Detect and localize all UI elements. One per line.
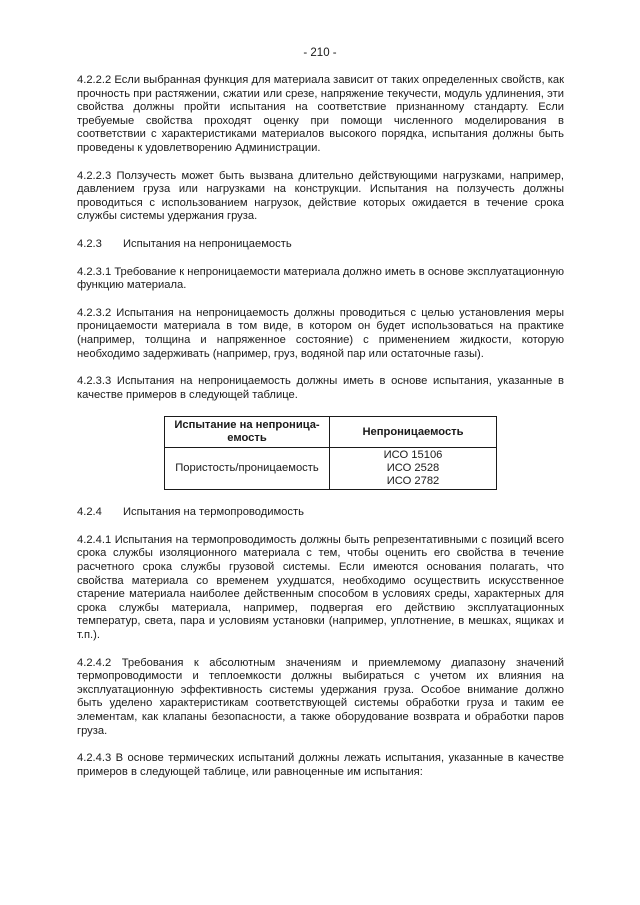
- document-body: [77, 74, 564, 793]
- paragraph-4-2-3-3: 4.2.3.3 Испытания на непроницаемость должны иметь в основе испытания, указанные в качестве примеров в следующей таблице.: [77, 375, 564, 401]
- table-header-permeability: Непроницаемость: [330, 417, 497, 448]
- paragraph-4-2-3-1: 4.2.3.1 Требование к непроницаемости материала должно иметь в основе эксплуатационную функцию материала.: [77, 265, 564, 292]
- section-number: 4.2.3: [77, 237, 102, 250]
- paragraph-4-2-4-2: 4.2.4.2 Требования к абсолютным значениям и приемлемому диапазону значений термопроводимости и теплоемкости должны выбираться с учетом их влияния на эксплуатационную эффективность системы удержания груза. Особое внимание должно быть уделено характеристикам соответствующей системы обработки груза и таким ее элементам, как клапаны безопасности, а также оборудование возврата и обработки паров груза.: [77, 656, 564, 737]
- section-heading-4-2-3: [77, 238, 564, 252]
- standard-item: ИСО 15106: [383, 449, 443, 462]
- standard-item: ИСО 2528: [386, 462, 440, 475]
- standard-item: ИСО 2782: [386, 475, 440, 488]
- section-title: Испытания на непроницаемость: [123, 237, 292, 250]
- paragraph-4-2-3-2: 4.2.3.2 Испытания на непроницаемость должны проводиться с целью установления меры проницаемости материала в том виде, в котором он будет использоваться на практике (например, толщина и напряженное состояние) с применением жидкости, которую необходимо задерживать (например, груз, водяной пар или остаточные газы).: [77, 306, 564, 360]
- table-header-row: [165, 417, 497, 448]
- paragraph-4-2-4-1: 4.2.4.1 Испытания на термопроводимость должны быть репрезентативными с позиций всего срока службы изоляционного материала с тем, чтобы оценить его свойства в течение расчетного срока службы грузовой системы. Если имеются основания полагать, что свойства материала со временем ухудшатся, необходимо осуществить искусственное старение материала наиболее действенным способом в условиях среды, характерных для срока службы материала, например, подвергая его действию эксплуатационных температур, света, пара и условиям установки (например, уплотнение, в мешках, ящиках и т.п.).: [77, 533, 564, 642]
- table-cell-standards: [330, 448, 497, 490]
- section-number: 4.2.4: [77, 506, 102, 519]
- section-title: Испытания на термопроводимость: [123, 506, 304, 519]
- page-number: - 210 -: [303, 47, 337, 59]
- table-row: [165, 448, 497, 490]
- section-heading-4-2-4: [77, 506, 564, 520]
- paragraph-4-2-2-2: 4.2.2.2 Если выбранная функция для материала зависит от таких определенных свойств, как прочность при растяжении, сжатии или срезе, напряжение текучести, модуль удлинения, эти свойства должны пройти испытания на соответствие признанному стандарту. Если требуемые свойства проходят оценку при помощи численного моделирования в соответствии с характеристиками материалов высокого порядка, испытания должны быть проведены к удовлетворению Администрации.: [77, 74, 564, 154]
- table-header-test: Испытание на непроница-емость: [165, 417, 330, 448]
- permeability-table: [164, 416, 497, 490]
- paragraph-4-2-4-3: 4.2.4.3 В основе термических испытаний должны лежать испытания, указанные в качестве примеров в следующей таблице, или равноценные им испытания:: [77, 752, 564, 778]
- paragraph-4-2-2-3: 4.2.2.3 Ползучесть может быть вызвана длительно действующими нагрузками, например, давлением груза или нагрузками на конструкции. Испытания на ползучесть должны проводиться с использованием нагрузок, действие которых ожидается в течение срока службы системы удержания груза.: [77, 169, 564, 223]
- table-cell-test-name: Пористость/проницаемость: [165, 448, 330, 490]
